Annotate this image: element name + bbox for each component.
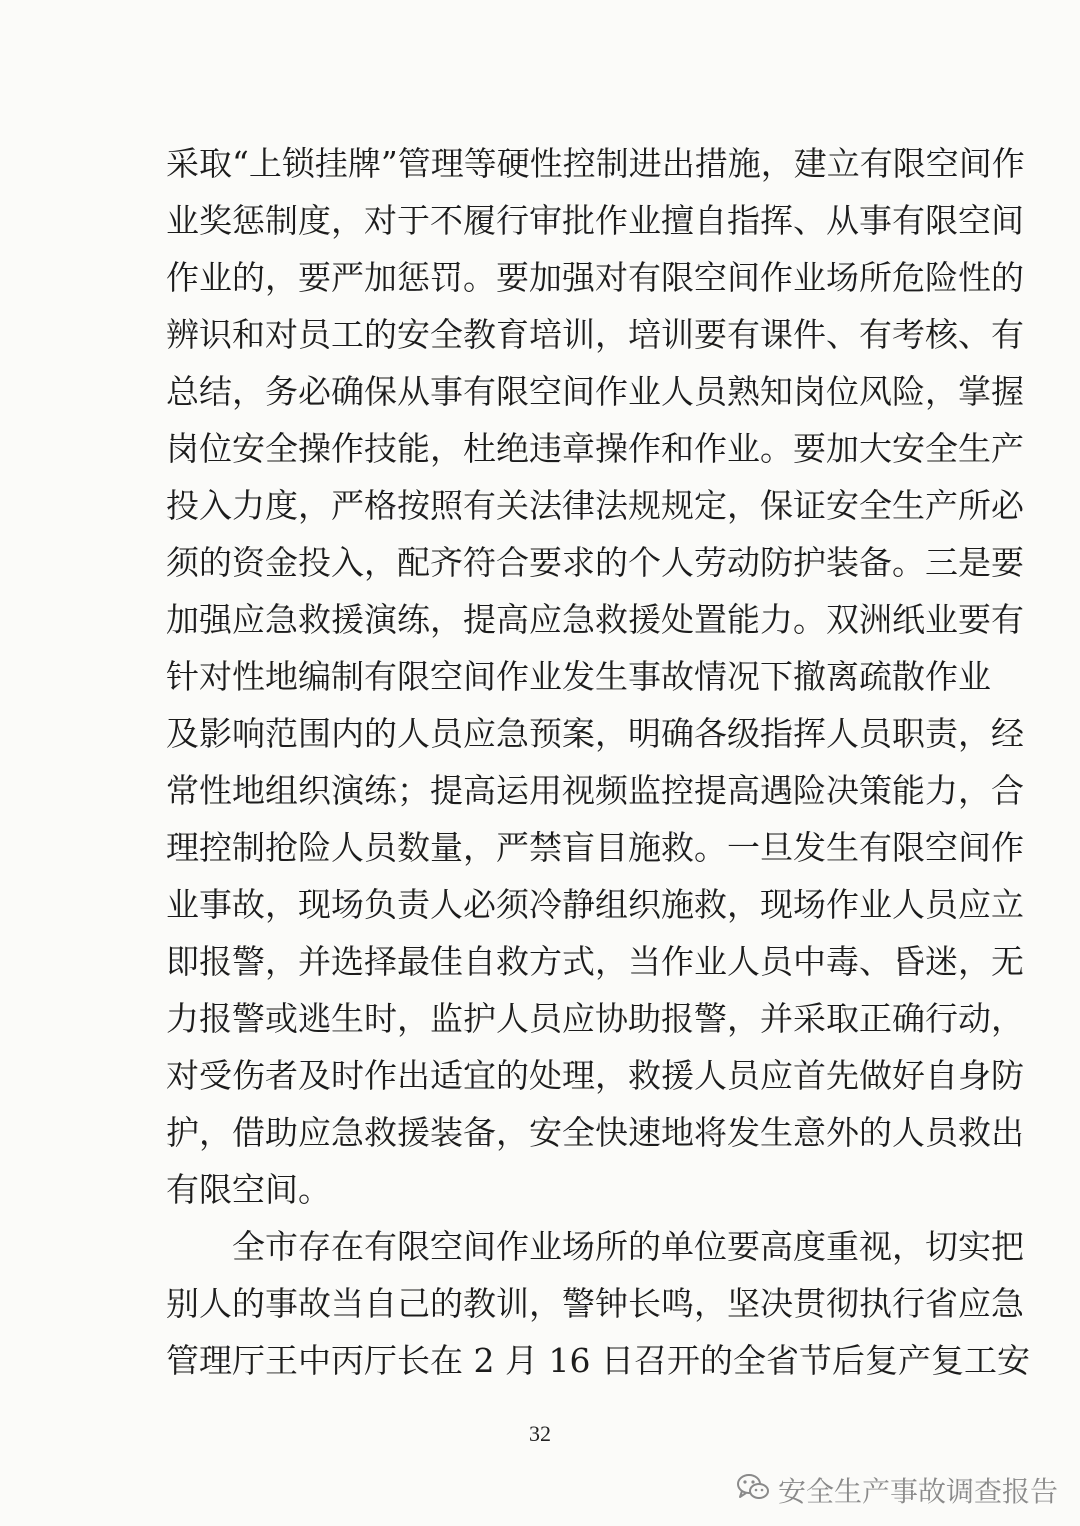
text-line: 针对性地编制有限空间作业发生事故情况下撤离疏散作业: [166, 657, 991, 696]
text-line: 岗位安全操作技能，杜绝违章操作和作业。要加大安全生产: [166, 429, 1024, 468]
text-line: 采取“上锁挂牌”管理等硬性控制进出措施，建立有限空间作: [166, 144, 1025, 183]
text-line: 常性地组织演练；提高运用视频监控提高遇险决策能力，合: [166, 771, 1024, 810]
text-line: 作业的，要严加惩罚。要加强对有限空间作业场所危险性的: [166, 258, 1024, 297]
text-line: 辨识和对员工的安全教育培训，培训要有课件、有考核、有: [166, 315, 1024, 354]
text-line: 须的资金投入，配齐符合要求的个人劳动防护装备。三是要: [166, 543, 1024, 582]
text-line: 总结，务必确保从事有限空间作业人员熟知岗位风险，掌握: [166, 372, 1024, 411]
source-watermark: [736, 1472, 1058, 1508]
text-line: 及影响范围内的人员应急预案，明确各级指挥人员职责，经: [166, 714, 1024, 753]
text-line: 业奖惩制度，对于不履行审批作业擅自指挥、从事有限空间: [166, 201, 1024, 240]
text-line: 全市存在有限空间作业场所的单位要高度重视，切实把: [232, 1227, 1024, 1266]
text-line: 力报警或逃生时，监护人员应协助报警，并采取正确行动，: [166, 999, 1024, 1038]
text-line: 理控制抢险人员数量，严禁盲目施救。一旦发生有限空间作: [166, 828, 1024, 867]
page-number: 32: [529, 1421, 551, 1446]
text-line: 业事故，现场负责人必须冷静组织施救，现场作业人员应立: [166, 885, 1024, 924]
text-line: 即报警，并选择最佳自救方式，当作业人员中毒、昏迷，无: [166, 942, 1024, 981]
text-line: 对受伤者及时作出适宜的处理，救援人员应首先做好自身防: [166, 1056, 1024, 1095]
text-line: 护，借助应急救援装备，安全快速地将发生意外的人员救出: [166, 1113, 1024, 1152]
watermark-text: 安全生产事故调查报告: [778, 1475, 1059, 1508]
text-line: 别人的事故当自己的教训，警钟长鸣，坚决贯彻执行省应急: [166, 1284, 1024, 1323]
text-line: 管理厅王中丙厅长在 2 月 16 日召开的全省节后复产复工安: [166, 1341, 1030, 1380]
text-line: 投入力度，严格按照有关法律法规规定，保证安全生产所必: [166, 486, 1024, 525]
text-line: 加强应急救援演练，提高应急救援处置能力。双洲纸业要有: [166, 600, 1024, 639]
wechat-icon: [736, 1472, 778, 1509]
text-line: 有限空间。: [166, 1170, 331, 1209]
